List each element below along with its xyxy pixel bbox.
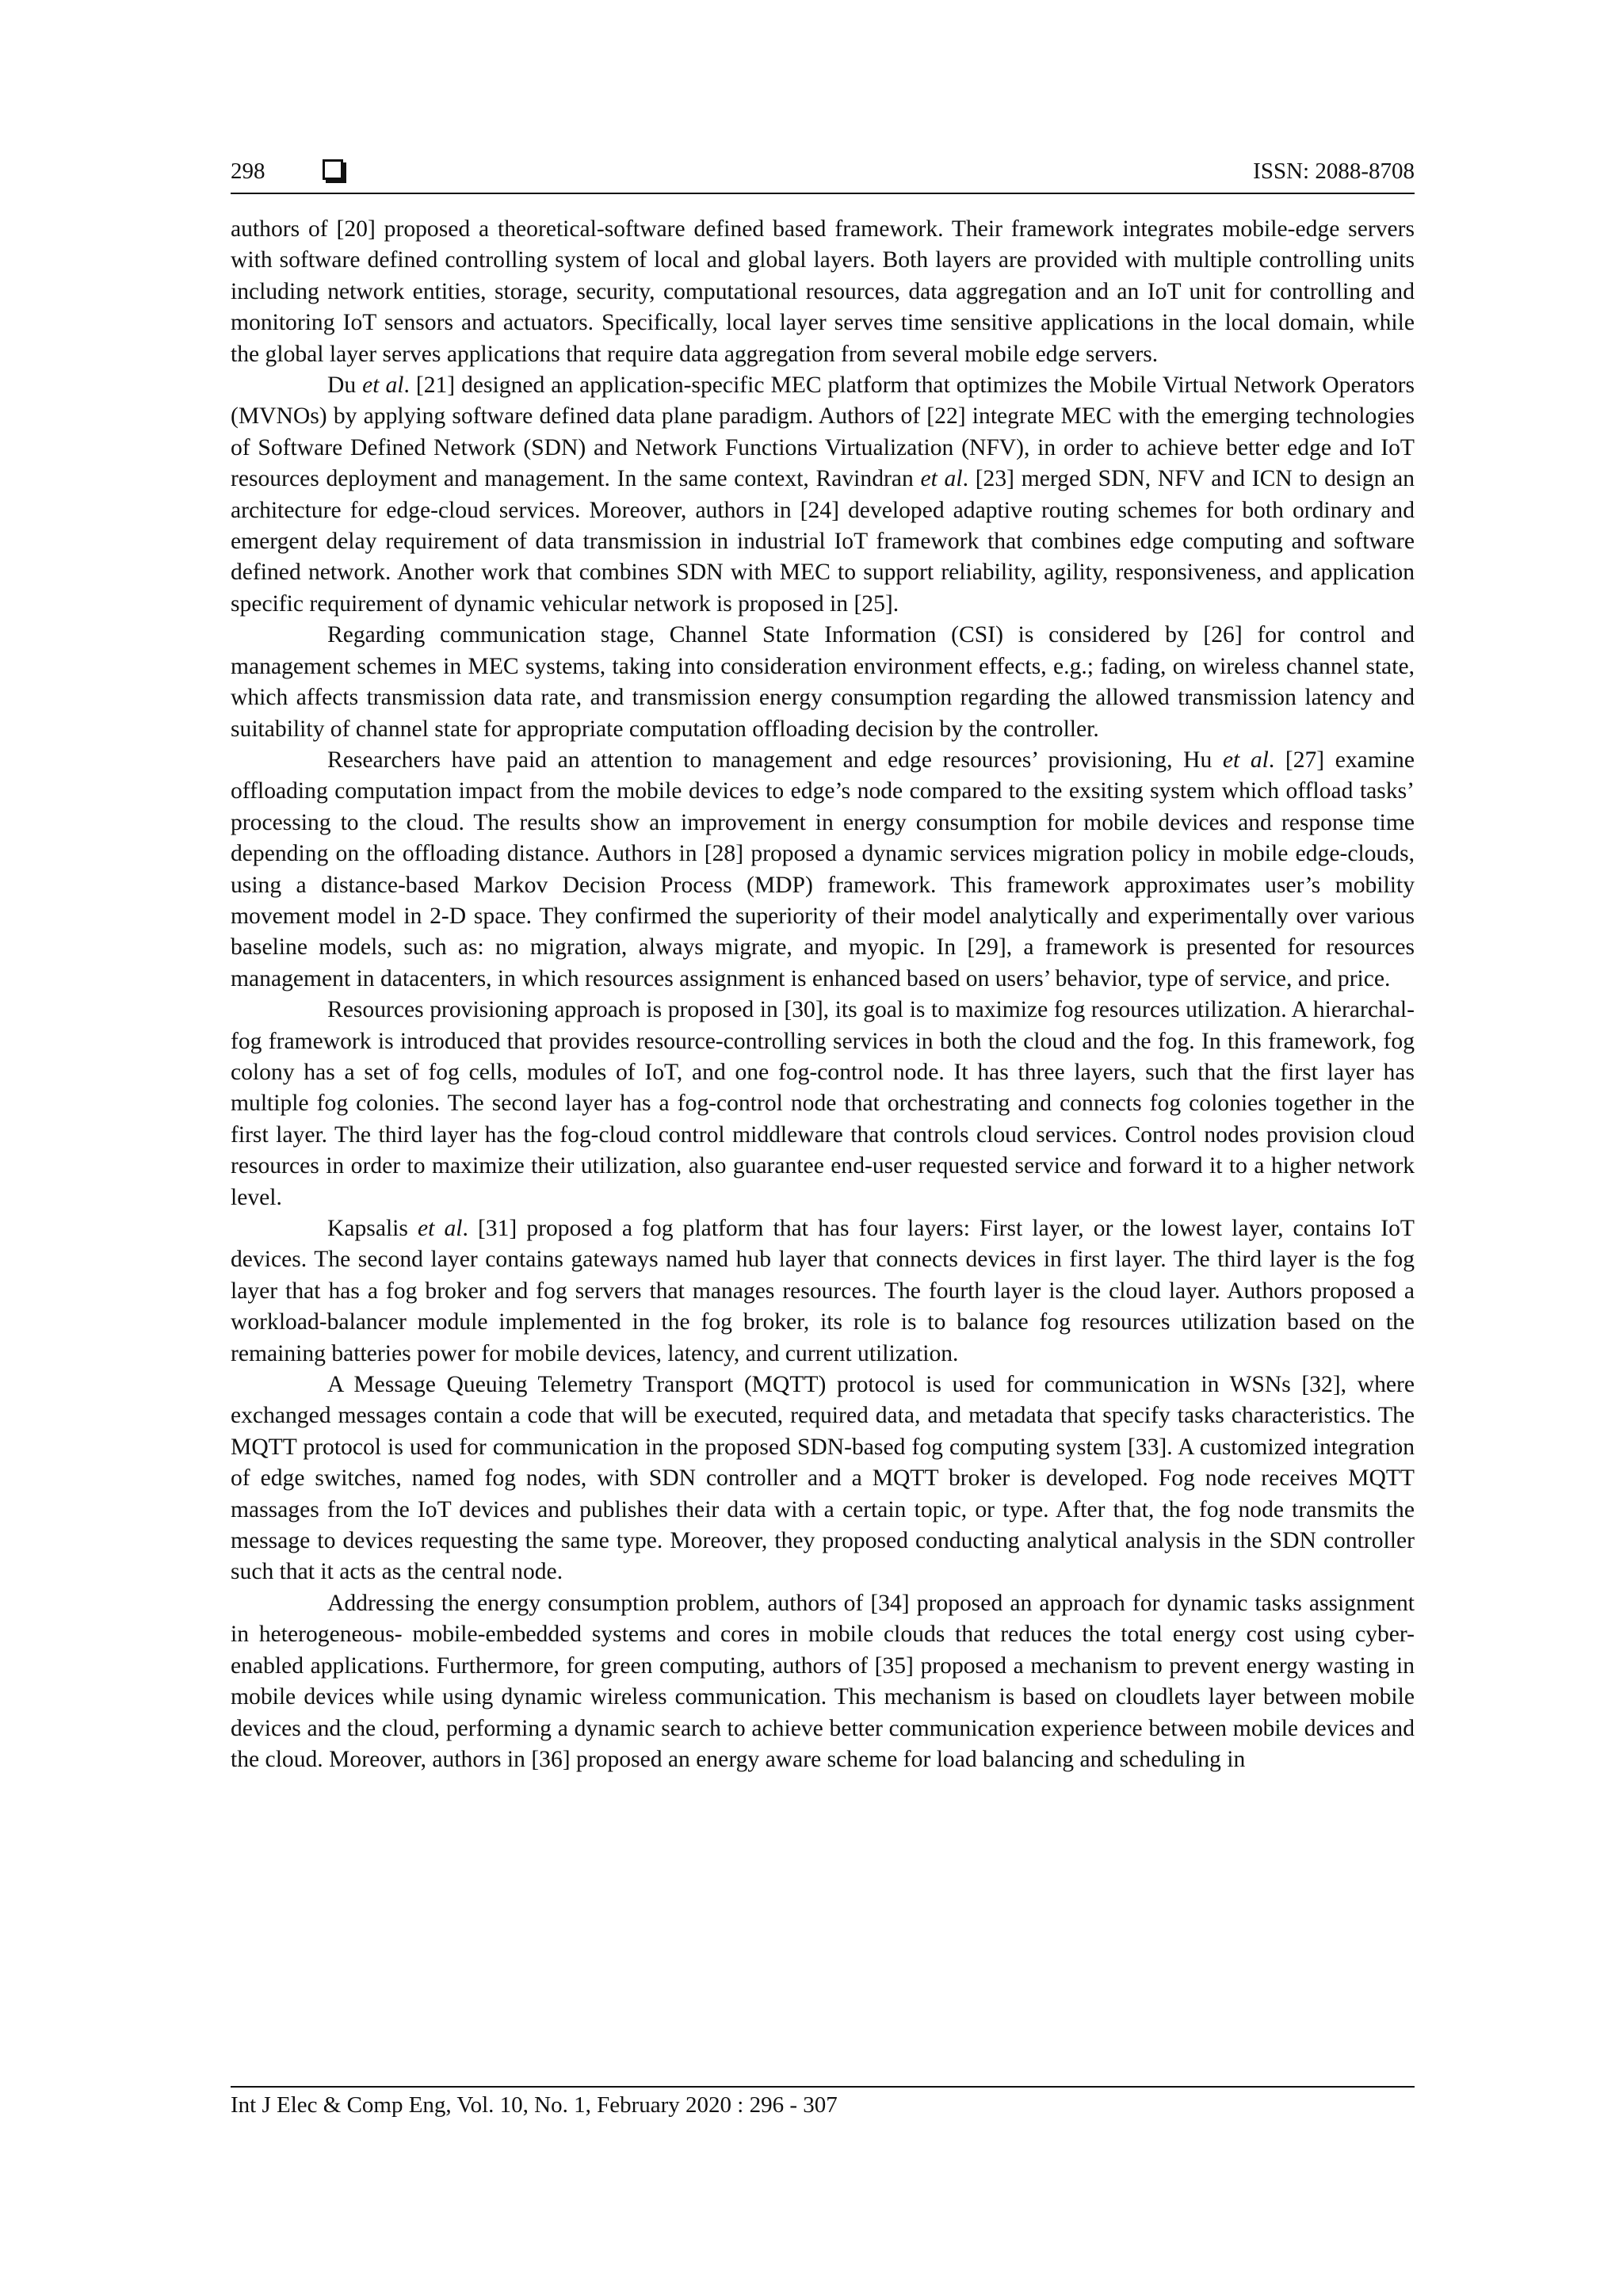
running-header [231,155,1415,187]
paragraph-text: . [31] proposed a fog platform that has four layers: First layer, or the lowest layer, contains IoT devices. The second layer contains gateways named hub layer that connects devices in first layer. The third layer is the fog layer that has a fog broker and fog servers that manages resources. The fourth layer is the cloud layer. Authors proposed a workload-balancer module implemented in the fog broker, its role is to balance fog resources utilization based on the remaining batteries power for mobile devices, latency, and current utilization. [231,1216,1415,1366]
paragraph-text: Kapsalis [327,1216,418,1241]
body-paragraph [231,214,1415,370]
paragraph-text: Addressing the energy consumption problem, authors of [34] proposed an approach for dynamic tasks assignment in heterogeneous- mobile-embedded systems and cores in mobile clouds that reduces the total energy cost using cyber-enabled applications. Furthermore, for green computing, authors of [35] proposed a mechanism to prevent energy wasting in mobile devices while using dynamic wireless communication. This mechanism is based on cloudlets layer between mobile devices and the cloud, performing a dynamic search to achieve better communication experience between mobile devices and the cloud. Moreover, authors in [36] proposed an energy aware scheme for load balancing and scheduling in [231,1590,1415,1772]
italic-text: et al [1222,747,1269,773]
page-number: 298 [231,159,265,184]
body-paragraph [231,1588,1415,1775]
body-paragraph [231,370,1415,620]
body-paragraph [231,995,1415,1213]
header-rule [231,193,1415,194]
body-paragraph [231,1213,1415,1370]
article-body [231,214,1415,1775]
italic-text: et al [362,372,404,399]
body-paragraph [231,745,1415,995]
italic-text: et al [418,1216,463,1241]
body-paragraph [231,620,1415,745]
paragraph-text: . [21] designed an application-specific MEC platform that optimizes the Mobile Virtual Network Operators (MVNOs) by applying software defined data plane paradigm. Authors of [22] integrate MEC with the emerging technologies of Software Defined Network (SDN) and Network Functions Virtualization (NFV), in order to achieve better edge and IoT resources deployment and management. In the same context, Ravindran [231,372,1415,492]
paragraph-text: Du [327,372,363,399]
paragraph-text: Resources provisioning approach is proposed in [30], its goal is to maximize fog resources utilization. A hierarchal-fog framework is introduced that provides resource-controlling services in both the cloud and the fog. In this framework, fog colony has a set of fog cells, modules of IoT, and one fog-control node. It has three layers, such that the first layer has multiple fog colonies. The second layer has a fog-control node that orchestrating and connects fog colonies together in the first layer. The third layer has the fog-cloud control middleware that controls cloud services. Control nodes provision cloud resources in order to maximize their utilization, also guarantee end-user requested service and forward it to a higher network level. [231,997,1415,1210]
issn-label: ISSN: 2088-8708 [1253,159,1415,184]
running-footer: Int J Elec & Comp Eng, Vol. 10, No. 1, February 2020 : 296 - 307 [231,2092,838,2118]
footer-rule [231,2086,1415,2088]
paragraph-text: . [23] merged SDN, NFV and ICN to design an architecture for edge-cloud services. Moreover, authors in [24] developed adaptive routing schemes for both ordinary and emergent delay requirement of data transmission in industrial IoT framework that combines edge computing and software defined network. Another work that combines SDN with MEC to support reliability, agility, responsiveness, and application specific requirement of dynamic vehicular network is proposed in [25]. [231,466,1415,617]
paragraph-text: Regarding communication stage, Channel State Information (CSI) is considered by [26] for control and management schemes in MEC systems, taking into consideration environment effects, e.g.; fading, on wireless channel state, which affects transmission data rate, and transmission energy consumption regarding the allowed transmission latency and suitability of channel state for appropriate computation offloading decision by the controller. [231,622,1415,742]
body-paragraph [231,1370,1415,1588]
paragraph-text: . [27] examine offloading computation impact from the mobile devices to edge’s node compared to the exsiting system which offload tasks’ processing to the cloud. The results show an improvement in energy consumption for mobile devices and response time depending on the offloading distance. Authors in [28] proposed a dynamic services migration policy in mobile edge-clouds, using a distance-based Markov Decision Process (MDP) framework. This framework approximates user’s mobility movement model in 2-D space. They confirmed the superiority of their model analytically and experimentally over various baseline models, such as: no migration, always migrate, and myopic. In [29], a framework is presented for resources management in datacenters, in which resources assignment is enhanced based on users’ behavior, type of service, and price. [231,747,1415,991]
square-bullet-icon [323,159,343,180]
paragraph-text: authors of [20] proposed a theoretical-software defined based framework. Their framework integrates mobile-edge servers with software defined controlling system of local and global layers. Both layers are provided with multiple controlling units including network entities, storage, security, computational resources, data aggregation and an IoT unit for controlling and monitoring IoT sensors and actuators. Specifically, local layer serves time sensitive applications in the local domain, while the global layer serves applications that require data aggregation from several mobile edge servers. [231,216,1415,367]
italic-text: et al [920,466,963,492]
paragraph-text: A Message Queuing Telemetry Transport (MQTT) protocol is used for communication in WSNs [32], where exchanged messages contain a code that will be executed, required data, and metadata that specify tasks characteristics. The MQTT protocol is used for communication in the proposed SDN-based fog computing system [33]. A customized integration of edge switches, named fog nodes, with SDN controller and a MQTT broker is developed. Fog node receives MQTT massages from the IoT devices and publishes their data with a certain topic, or type. After that, the fog node transmits the message to devices requesting the same type. Moreover, they proposed conducting analytical analysis in the SDN controller such that it acts as the central node. [231,1372,1415,1585]
paragraph-text: Researchers have paid an attention to management and edge resources’ provisioning, Hu [327,747,1223,773]
